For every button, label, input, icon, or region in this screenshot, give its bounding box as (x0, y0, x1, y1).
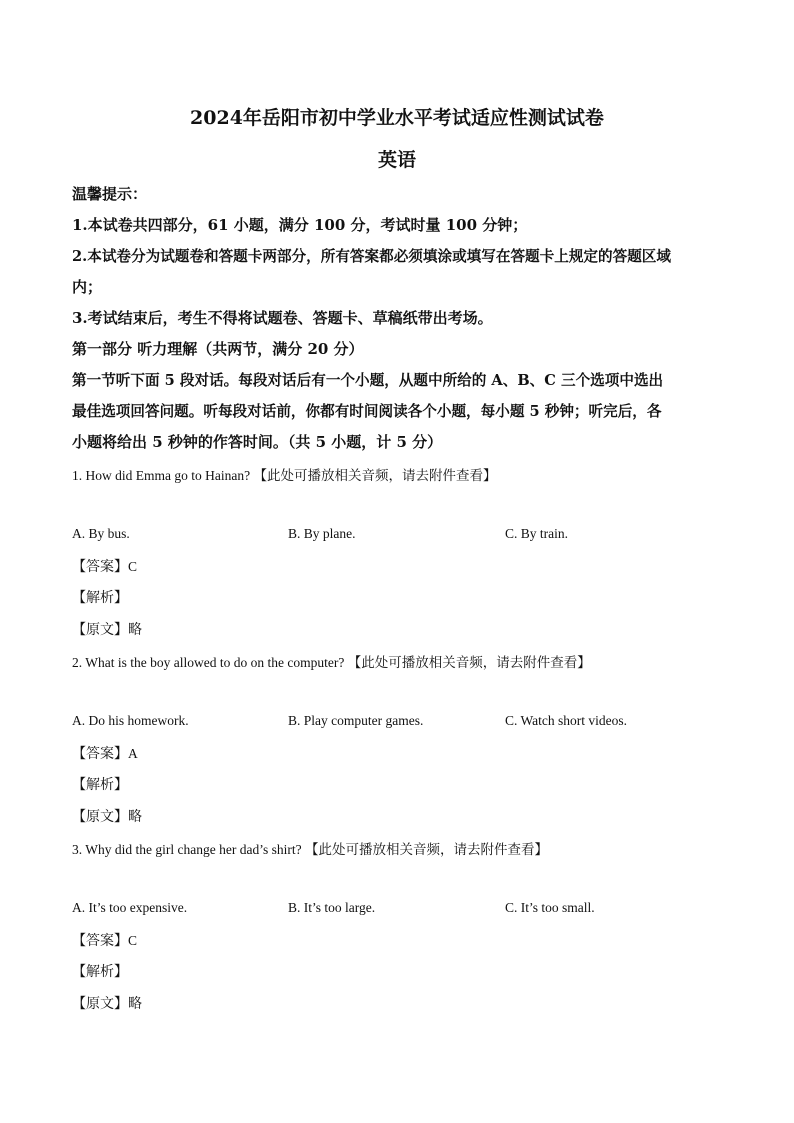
answer-value: C (128, 933, 138, 948)
question-3-option-b[interactable]: B. It’s too large. (288, 900, 376, 915)
question-1-stem: 1. How did Emma go to Hainan? 【此处可播放相关音频，请去附件查看】 (72, 468, 497, 483)
question-1-original (72, 619, 142, 639)
question-1-option-a[interactable]: A. By bus. (72, 526, 130, 541)
question-2-option-a[interactable]: A. Do his homework. (72, 713, 189, 728)
answer-label: 【答案】 (72, 559, 128, 575)
question-2-option-b[interactable]: B. Play computer games. (288, 713, 424, 728)
question-1-analysis-label: 【解析】 (72, 590, 128, 606)
section1-instructions-line-2: 最佳选项回答问题。听每段对话前，你都有时间阅读各个小题，每小题 5 秒钟；听完后，各 (72, 403, 662, 420)
question-2-answer (72, 743, 138, 763)
question-2-original (72, 806, 142, 826)
question-2-analysis-label: 【解析】 (72, 777, 128, 793)
question-2-stem: 2. What is the boy allowed to do on the computer? 【此处可播放相关音频，请去附件查看】 (72, 655, 591, 670)
question-3-original (72, 993, 142, 1013)
tips-item-1: 1.本试卷共四部分，61 小题，满分 100 分，考试时量 100 分钟； (72, 216, 528, 234)
section1-instructions-line-1: 第一节听下面 5 段对话。每段对话后有一个小题，从题中所给的 A、B、C 三个选项中选出 (72, 372, 664, 389)
question-3-answer (72, 930, 137, 950)
tips-heading: 温馨提示： (72, 185, 148, 203)
answer-value: C (128, 559, 138, 574)
answer-value: A (128, 746, 138, 761)
original-value: 略 (128, 809, 142, 825)
question-2-option-c[interactable]: C. Watch short videos. (505, 713, 628, 728)
part1-heading: 第一部分 听力理解（共两节，满分 20 分） (72, 340, 364, 358)
question-1-option-c[interactable]: C. By train. (505, 526, 568, 541)
question-3-option-c[interactable]: C. It’s too small. (505, 900, 595, 915)
tips-item-2-line-2: 内； (72, 278, 103, 296)
exam-subject: 英语 (377, 149, 416, 171)
question-3-analysis-label: 【解析】 (72, 964, 128, 980)
answer-label: 【答案】 (72, 746, 128, 762)
question-3-option-a[interactable]: A. It’s too expensive. (72, 900, 188, 915)
original-label: 【原文】 (72, 809, 128, 825)
question-3-stem: 3. Why did the girl change her dad’s shirt? 【此处可播放相关音频，请去附件查看】 (72, 842, 548, 857)
question-1-option-b[interactable]: B. By plane. (288, 526, 356, 541)
original-value: 略 (128, 996, 142, 1012)
tips-item-2-line-1: 2.本试卷分为试题卷和答题卡两部分，所有答案都必须填涂或填写在答题卡上规定的答题区域 (72, 248, 671, 265)
original-label: 【原文】 (72, 622, 128, 638)
section1-instructions-line-3: 小题将给出 5 秒钟的作答时间。（共 5 小题，计 5 分） (72, 433, 443, 451)
exam-title: 2024年岳阳市初中学业水平考试适应性测试试卷 (190, 107, 604, 129)
original-value: 略 (128, 622, 142, 638)
answer-label: 【答案】 (72, 933, 128, 949)
original-label: 【原文】 (72, 996, 128, 1012)
question-1-answer (72, 556, 137, 576)
tips-item-3: 3.考试结束后，考生不得将试题卷、答题卡、草稿纸带出考场。 (72, 309, 493, 327)
